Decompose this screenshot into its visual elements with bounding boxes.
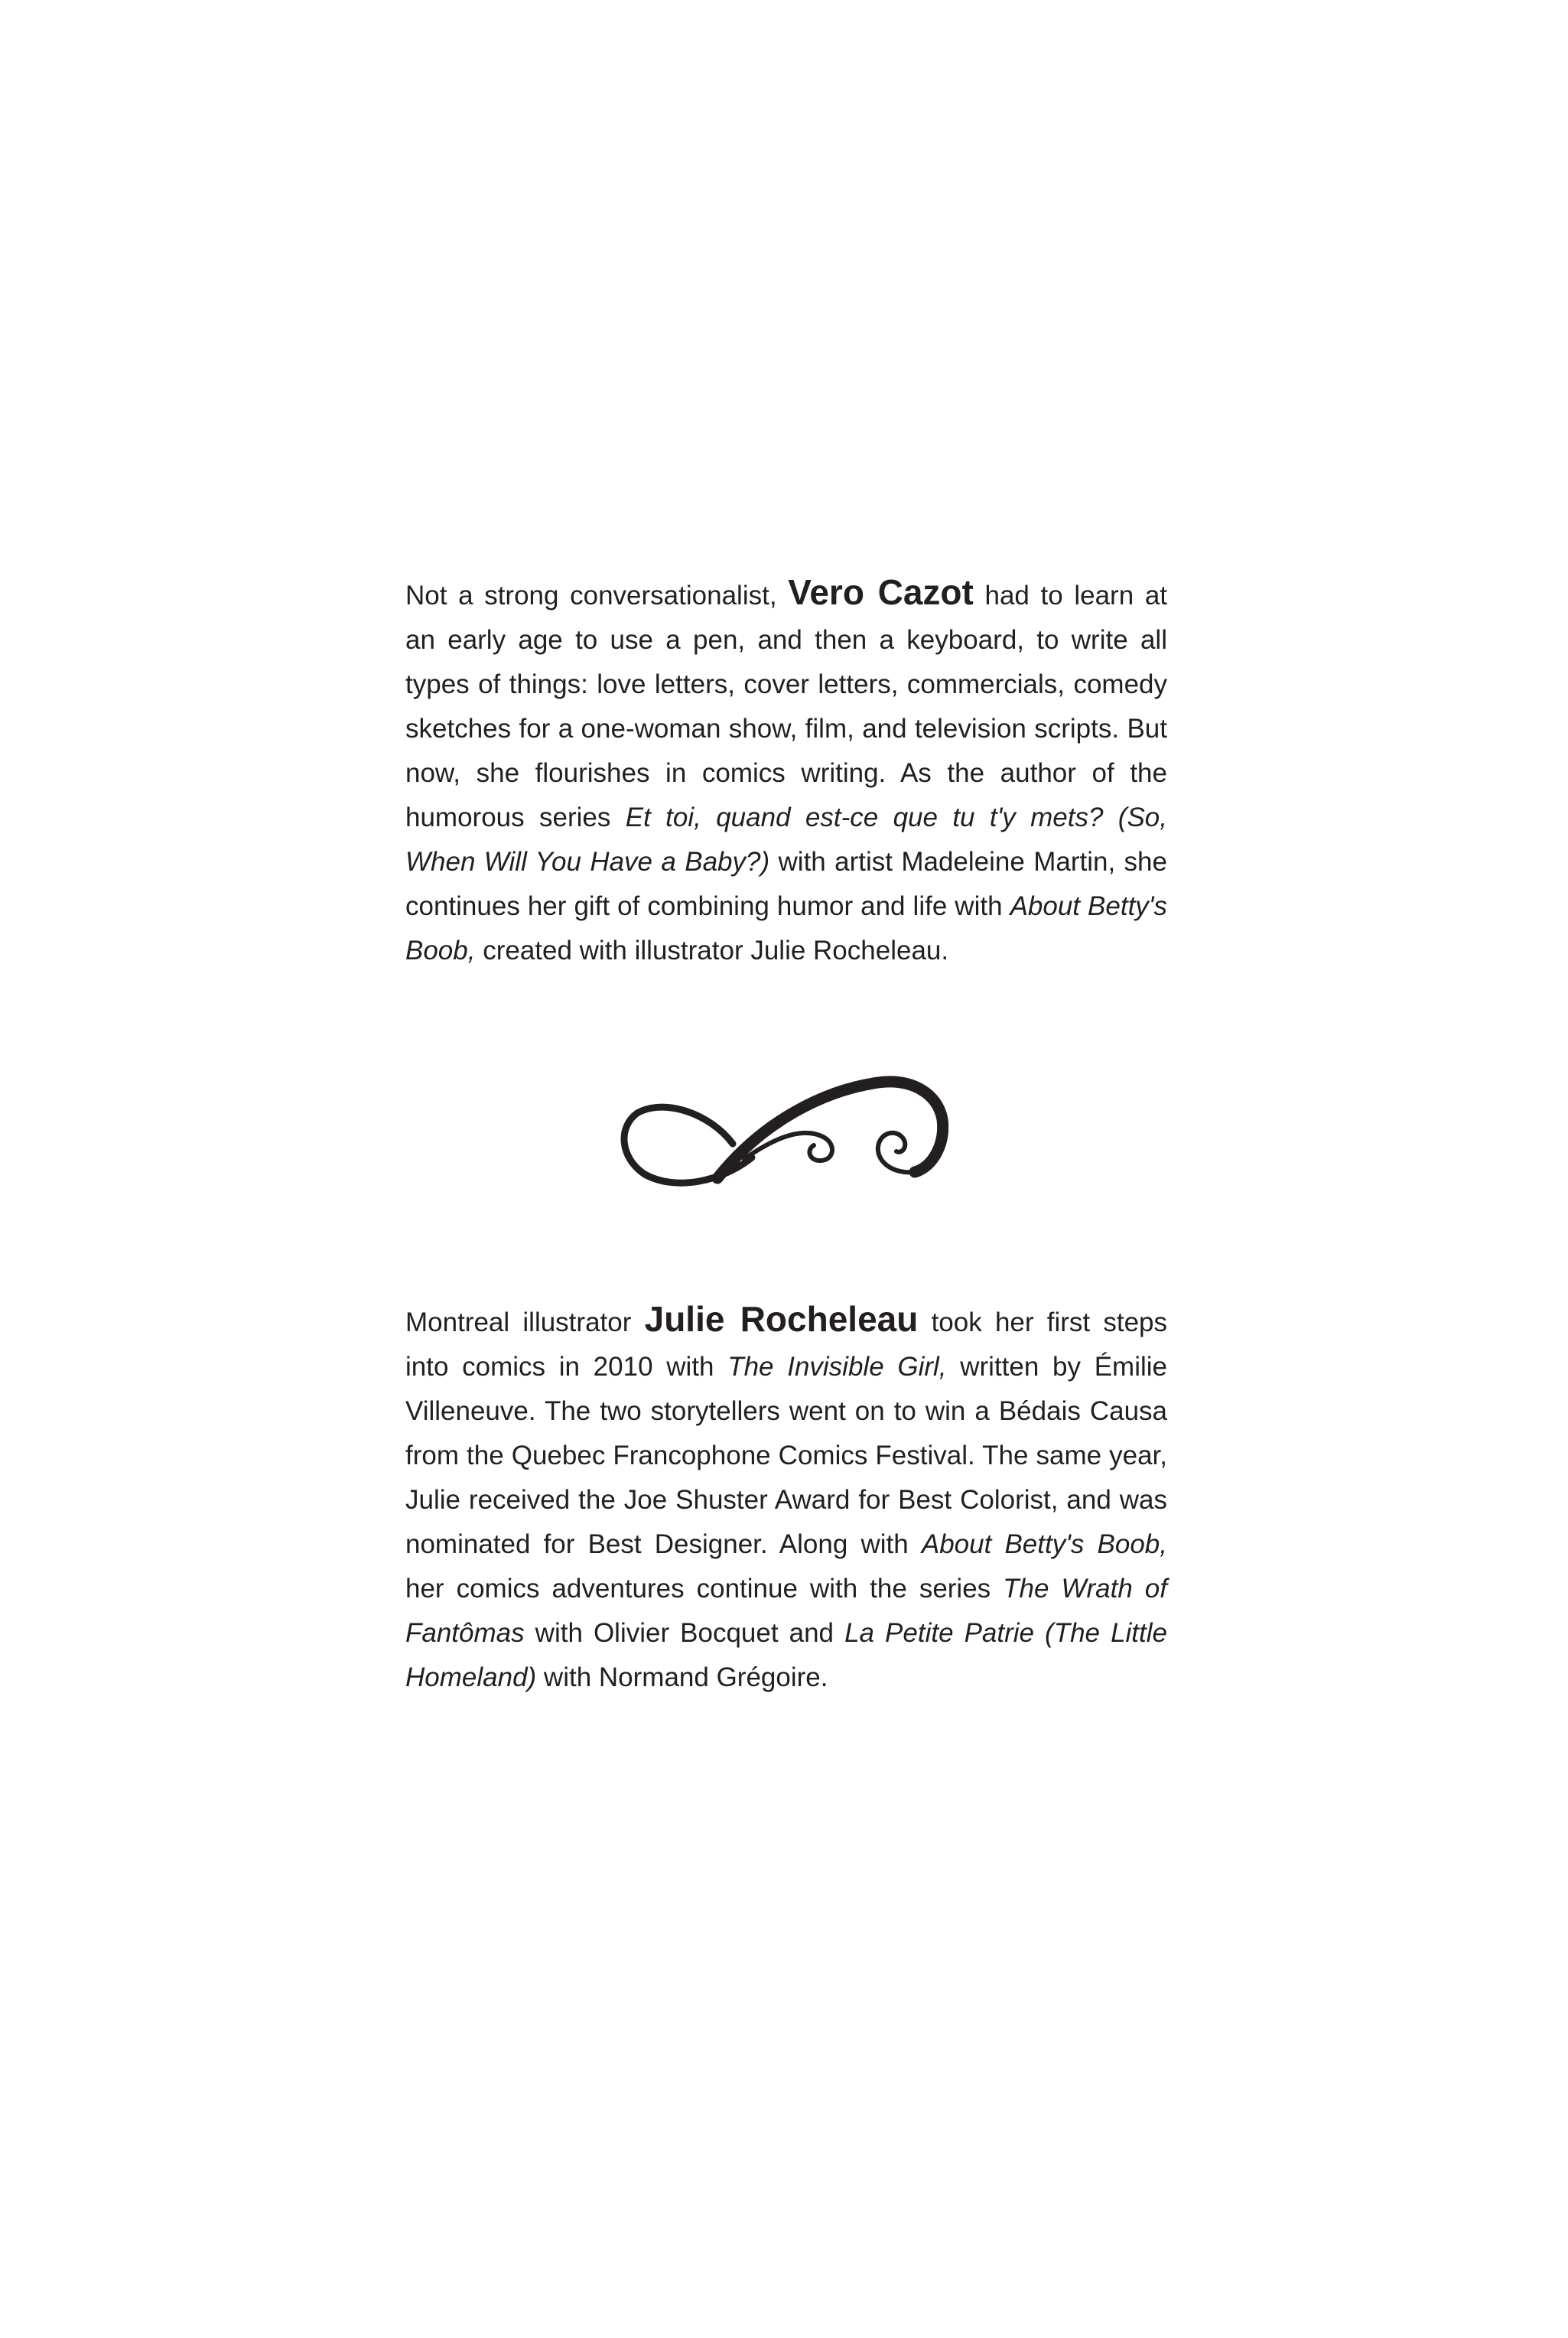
book-title: Et toi, quand est-ce que tu t'y mets? (So, When Will You Have a Baby?)	[405, 803, 1168, 877]
bio-text: created with illustrator Julie Rocheleau.	[475, 936, 949, 965]
author-name: Vero Cazot	[788, 572, 974, 612]
book-title: About Betty's Boob,	[405, 891, 1167, 965]
bio-text: Not a strong conversationalist,	[405, 581, 789, 611]
bio-text: her comics adventures continue with the series	[405, 1574, 1004, 1604]
author-bio-julie-rocheleau	[405, 1297, 1167, 1700]
bio-text: with Normand Grégoire.	[536, 1662, 828, 1692]
bio-text: had to learn at an early age to use a pen, and then a keyboard, to write all types of things: love letters, cover letters, commercials, comedy sketches for a one-woman show, film, and television scripts. But now, she flourishes in comics writing. As the author of the humorous series	[405, 581, 1168, 832]
author-bio-vero-cazot	[405, 570, 1167, 973]
book-title: The Wrath of Fantômas	[405, 1574, 1167, 1648]
bio-text: with Olivier Bocquet and	[524, 1618, 845, 1648]
flourish-ornament-icon	[618, 1067, 955, 1197]
bio-text: written by Émilie Villeneuve. The two storytellers went on to win a Bédais Causa from the Quebec Francophone Comics Festival. The same year, Julie received the Joe Shuster Award for Best Colorist, and was nominated for Best Designer. Along with	[405, 1352, 1167, 1559]
book-title: The Invisible Girl,	[727, 1352, 947, 1382]
bio-text: took her first steps into comics in 2010 with	[405, 1307, 1168, 1382]
bio-text: Montreal illustrator	[405, 1307, 645, 1337]
bio-text: with artist Madeleine Martin, she continues her gift of combining humor and life with	[405, 847, 1167, 921]
book-title: About Betty's Boob,	[921, 1529, 1167, 1559]
author-name: Julie Rocheleau	[644, 1299, 919, 1339]
book-title: La Petite Patrie (The Little Homeland)	[405, 1618, 1167, 1692]
